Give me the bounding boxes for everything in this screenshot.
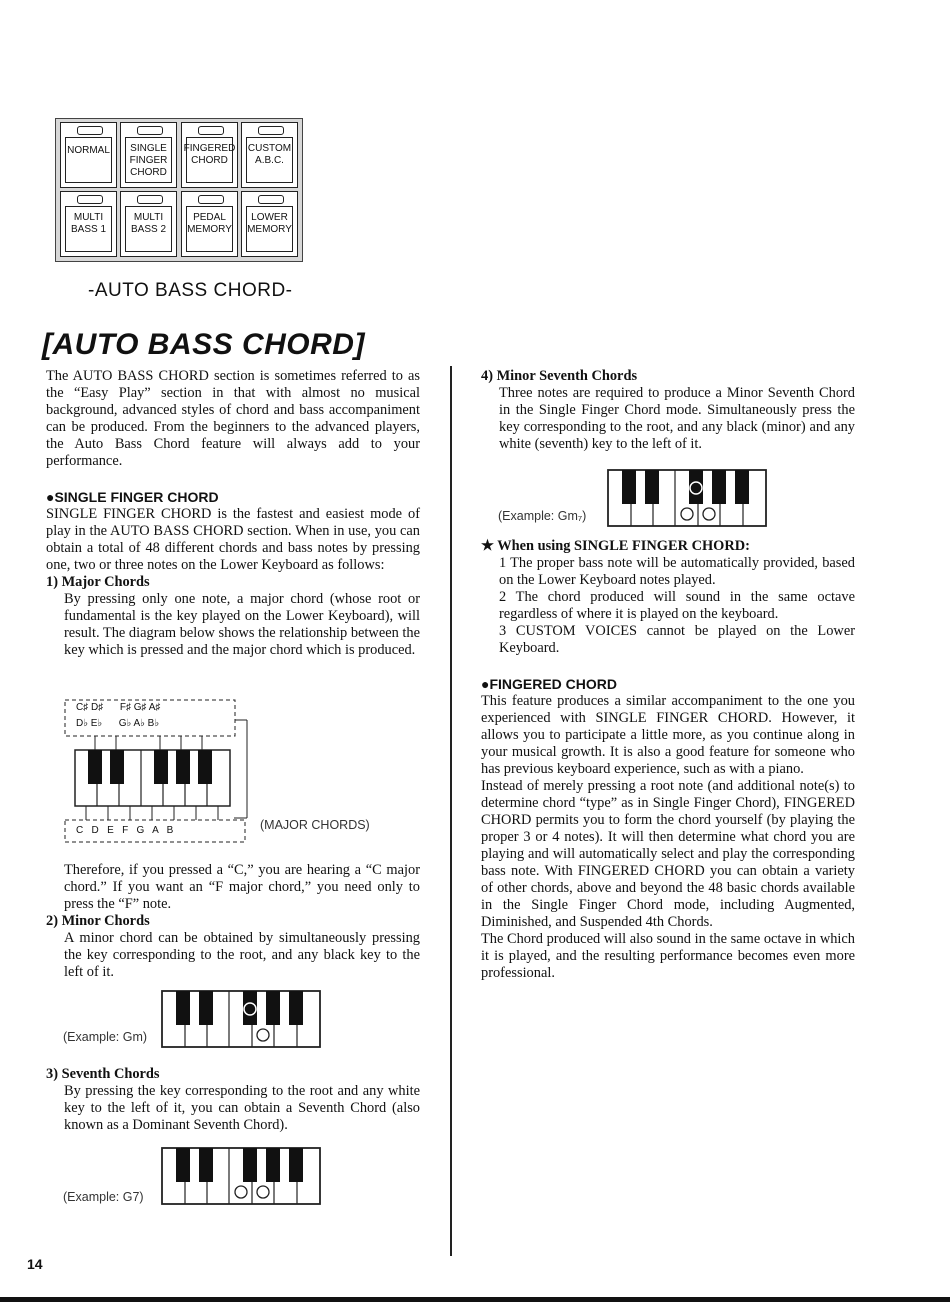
when-using-sfc-heading: ★ When using SINGLE FINGER CHORD: — [481, 538, 750, 554]
button-label: LOWER MEMORY — [247, 212, 292, 235]
seventh-chords-text: By pressing the key corresponding to the root and any white key to the left of it, you can obtain a Seventh Chord (also known as a Dominant Seventh Chord). — [64, 1083, 420, 1133]
flat-note-labels: D♭ E♭ G♭ A♭ B♭ — [76, 718, 160, 729]
indicator-lamp — [137, 195, 163, 204]
button-label: SINGLE FINGER CHORD — [129, 143, 168, 178]
indicator-lamp — [258, 126, 284, 135]
minor-seventh-text: Three notes are required to produce a Minor Seventh Chord in the Single Finger Chord mode. Simultaneously press the key corresponding to the root, and any black (minor) and any white (seventh) key to the left of it. — [499, 385, 855, 452]
button-label: CUSTOM A.B.C. — [247, 143, 292, 166]
right-column — [481, 368, 855, 453]
page-number: 14 — [27, 1256, 43, 1272]
minor-example-keyboard — [160, 989, 324, 1051]
when-using-item: 2 The chord produced will sound in the same octave regardless of where it is played on the keyboard. — [499, 589, 855, 622]
custom-abc-button[interactable] — [241, 122, 298, 188]
left-column — [46, 368, 420, 659]
when-using-item: 1 The proper bass note will be automatically provided, based on the Lower Keyboard notes played. — [499, 555, 855, 588]
panel-caption: -AUTO BASS CHORD- — [88, 280, 293, 301]
seventh-example-caption: (Example: G7) — [63, 1190, 144, 1204]
indicator-lamp — [137, 126, 163, 135]
indicator-lamp — [198, 126, 224, 135]
seventh-chords-section — [46, 1066, 420, 1134]
normal-button[interactable] — [60, 122, 117, 188]
button-label: FINGERED CHORD — [183, 143, 236, 166]
keyboard — [75, 750, 230, 806]
single-finger-chord-text: SINGLE FINGER CHORD is the fastest and easiest mode of play in the AUTO BASS CHORD section. When in use, you can obtain a total of 48 different chords and bass notes by pressing one, two or three notes on the Lower Keyboard as follows: — [46, 506, 420, 573]
page-title: [AUTO BASS CHORD] — [42, 328, 365, 361]
multi-bass-2-button[interactable] — [120, 191, 177, 257]
minor-seventh-example-keyboard — [606, 468, 770, 530]
white-note-labels: C D E F G A B — [76, 825, 174, 836]
seventh-example-keyboard — [160, 1146, 324, 1208]
minor-seventh-heading: 4) Minor Seventh Chords — [481, 368, 638, 384]
major-chords-diagram — [62, 698, 402, 848]
fingered-chord-text: The Chord produced will also sound in the same octave in which it is played, and the resulting performance becomes even more professional. — [481, 931, 855, 981]
minor-example-caption: (Example: Gm) — [63, 1030, 148, 1044]
single-finger-chord-button[interactable] — [120, 122, 177, 188]
seventh-chords-heading: 3) Seventh Chords — [46, 1066, 160, 1082]
when-using-item: 3 CUSTOM VOICES cannot be played on the Lower Keyboard. — [499, 623, 855, 656]
major-chords-text: By pressing only one note, a major chord (whose root or fundamental is the key played on the Lower Keyboard), will result. The diagram below shows the relationship between the key which is pressed and the major chord which is produced. — [64, 591, 420, 658]
single-finger-chord-heading: ●SINGLE FINGER CHORD — [46, 489, 219, 505]
column-divider — [450, 366, 452, 1256]
major-chords-heading: 1) Major Chords — [46, 574, 150, 590]
minor-chords-text: A minor chord can be obtained by simultaneously pressing the key corresponding to the root, and any black key to the left of it. — [64, 930, 420, 980]
indicator-lamp — [198, 195, 224, 204]
button-label: PEDAL MEMORY — [187, 212, 232, 235]
minor-seventh-example-caption: (Example: Gm₇) — [498, 509, 587, 523]
major-chords-caption: (MAJOR CHORDS) — [260, 818, 370, 832]
indicator-lamp — [77, 126, 103, 135]
auto-bass-chord-panel — [55, 118, 303, 262]
major-chords-explanation: Therefore, if you pressed a “C,” you are hearing a “C major chord.” If you want an “F major chord,” you need only to press the “F” note. — [64, 862, 420, 912]
right-column-continued — [481, 538, 855, 982]
bottom-rule — [0, 1297, 950, 1302]
fingered-chord-text: This feature produces a similar accompaniment to the one you experienced with SINGLE FINGER CHORD. However, it allows you to participate a little more, as you continue along in your musical growth. It is also a good feature for someone who has previous keyboard experience, such as with a piano. — [481, 693, 855, 777]
left-column-continued — [46, 862, 420, 981]
indicator-lamp — [258, 195, 284, 204]
indicator-lamp — [77, 195, 103, 204]
button-label: NORMAL — [67, 145, 110, 156]
fingered-chord-text: Instead of merely pressing a root note (and additional note(s) to determine chord “type” as in Single Finger Chord), FINGERED CHORD permits you to form the chord yourself (by playing the proper 3 or 4 notes). It will then determine what chord you are playing and will automatically select and play the corresponding bass note. With FINGERED CHORD you can obtain a variety of other chords, above and beyond the 48 basic chords available in the Single Finger Chord mode, including Augmented, Diminished, and Suspended 4th Chords. — [481, 778, 855, 930]
intro-paragraph: The AUTO BASS CHORD section is sometimes referred to as the “Easy Play” section in that with almost no musical background, advanced styles of chord and bass accompaniment can be produced. From the beginners to the advanced players, the Auto Bass Chord feature will always add to your performance. — [46, 368, 420, 469]
lower-memory-button[interactable] — [241, 191, 298, 257]
minor-chords-heading: 2) Minor Chords — [46, 913, 150, 929]
sharp-note-labels: C♯ D♯ F♯ G♯ A♯ — [76, 702, 161, 713]
fingered-chord-button[interactable] — [181, 122, 238, 188]
button-label: MULTI BASS 2 — [130, 212, 167, 235]
button-label: MULTI BASS 1 — [70, 212, 107, 235]
fingered-chord-heading: ●FINGERED CHORD — [481, 676, 618, 692]
multi-bass-1-button[interactable] — [60, 191, 117, 257]
pedal-memory-button[interactable] — [181, 191, 238, 257]
